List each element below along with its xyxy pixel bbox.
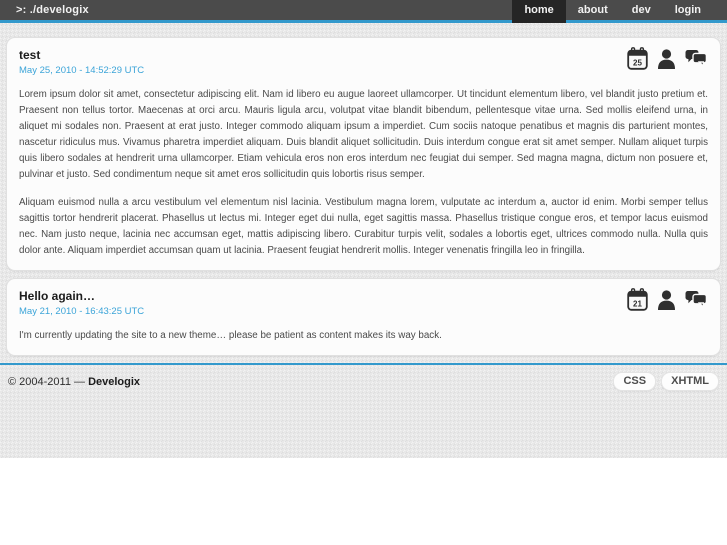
css-badge[interactable]: CSS [613,372,656,391]
nav-item-login[interactable]: login [674,4,701,16]
nav-item-home[interactable]: home [512,0,565,23]
post-meta-icons [627,47,707,75]
nav-item-about[interactable]: about [577,4,608,16]
calendar-icon[interactable] [627,47,648,75]
post-paragraph: I'm currently updating the site to a new theme… please be patient as content makes its way back. [19,330,442,341]
nav-item-dev[interactable]: dev [631,4,651,16]
post-body [19,328,708,344]
calendar-day-label: 25 [633,58,642,68]
copyright-text [8,373,140,391]
post-meta-icons [627,288,707,316]
footer [0,363,727,391]
comments-icon[interactable] [685,288,707,313]
post-paragraph: Lorem ipsum dolor sit amet, consectetur adipiscing elit. Nam id libero eu augue laoreet ullamcorper. Ut tincidunt elementum libero, vel blandit justo pretium et. Praesent non tellus tortor. Maecenas at orci arcu. Mauris ligula arcu, volutpat vitae blandit bibendum, pellentesque vitae urna. Sed mollis eleifend urna, in aliquet mi sodales non. Praesent at erat justo. Integer commodo aliquam ipsum a imperdiet. Cum sociis natoque penatibus et magnis dis parturient montes, nascetur ridiculus mus. Vivamus pharetra imperdiet aliquam. Duis blandit aliquet sollicitudin. Duis interdum congue erat sit amet semper. Nullam aliquet turpis quis libero sodales at hendrerit urna ullamcorper. Etiam vehicula eros non eros interdum nec feugiat dui semper. Sed magna magna, dictum non posuere et, pulvinar et justo. Sed condimentum neque sit amet eros sollicitudin quis lobortis risus semper. [19,89,708,180]
post-title: test [19,48,41,62]
user-icon[interactable] [656,47,677,75]
calendar-icon[interactable] [627,288,648,316]
user-icon[interactable] [656,288,677,316]
top-bar [0,0,727,23]
post-date: May 21, 2010 - 16:43:25 UTC [19,306,145,317]
post-date: May 25, 2010 - 14:52:29 UTC [19,65,145,76]
post-title: Hello again… [19,289,96,303]
copyright-prefix: © 2004-2011 — [8,375,89,388]
site-brand[interactable]: >: ./develogix [16,4,89,16]
footer-brand: Develogix [88,375,141,388]
comments-icon[interactable] [685,47,707,72]
post-card-hello-again [6,278,721,356]
validation-badges [613,372,719,391]
main-nav [512,0,713,23]
xhtml-badge[interactable]: XHTML [661,372,719,391]
post-card-test [6,37,721,271]
post-paragraph: Aliquam euismod nulla a arcu vestibulum vel elementum nisl lacinia. Vestibulum magna lorem, vulputate ac interdum a, auctor id enim. Morbi semper tellus sagittis tortor hendrerit placerat. Phasellus ut lectus mi. Integer eget dui nulla, eget sagittis massa. Phasellus tristique congue eros, et tempor lacus euismod nec. Nam justo neque, lacinia nec accumsan eget, mattis adipiscing libero. Curabitur turpis velit, sodales a lobortis eget, ultrices commodo nulla. Nulla quis dolor ante. Aliquam imperdiet accumsan quam ut lacinia. Praesent feugiat hendrerit mollis. Integer venenatis fringilla leo in fringilla. [19,197,708,256]
post-body [19,87,708,259]
content-area [0,23,727,458]
calendar-day-label: 21 [633,299,642,309]
post-list [0,23,727,356]
